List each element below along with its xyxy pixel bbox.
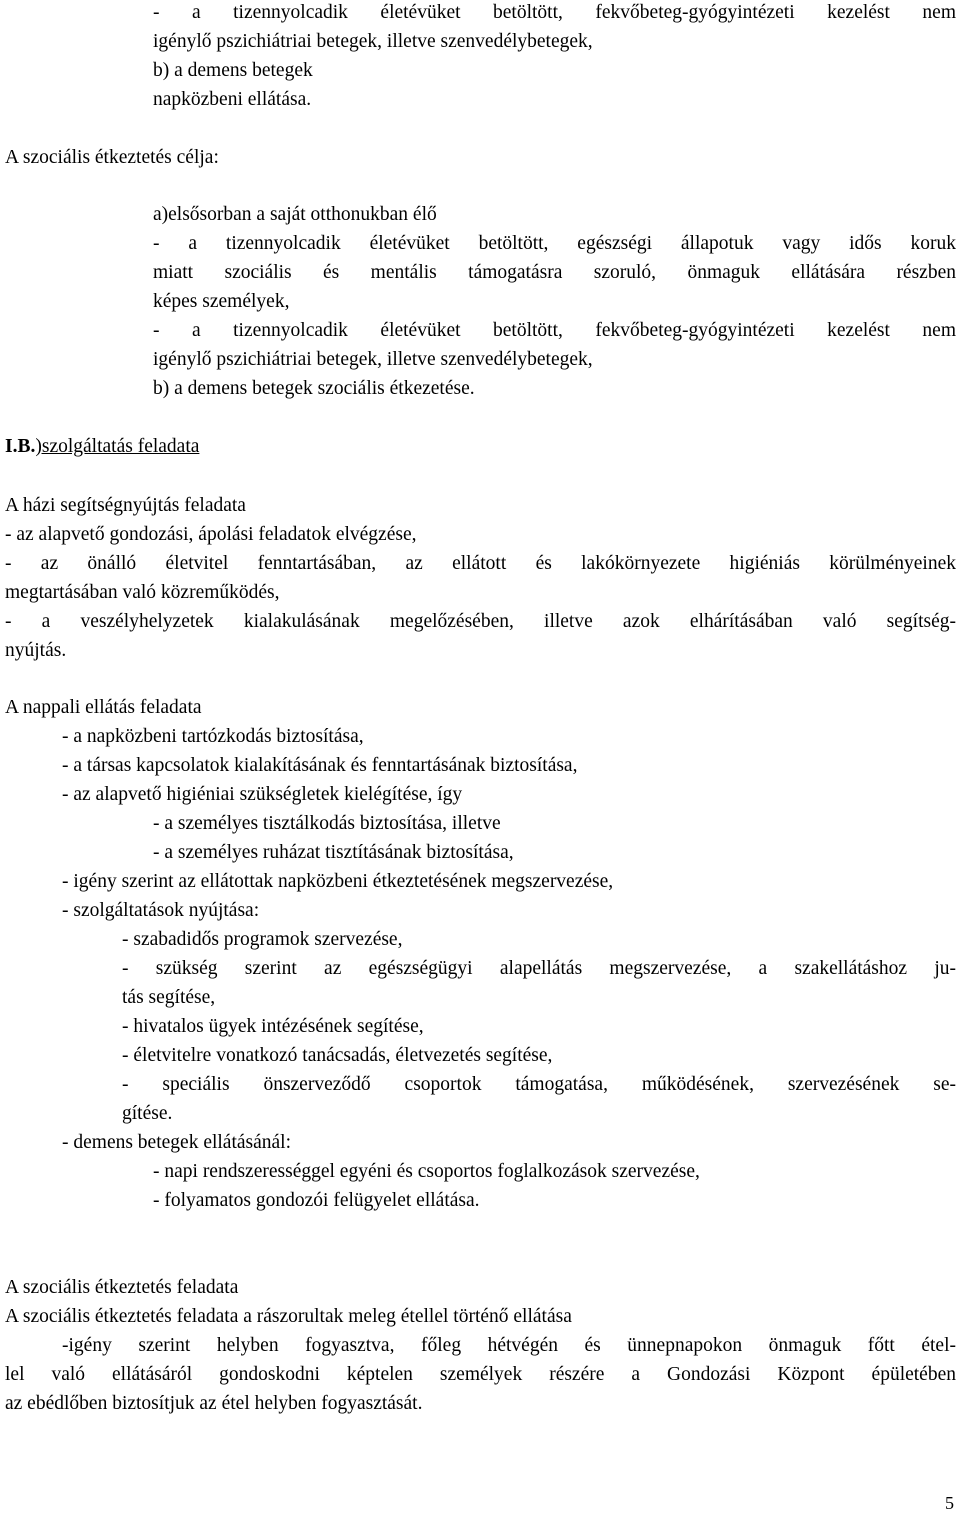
paragraph-line: - a tizennyolcadik életévüket betöltött, egészségi állapotuk vagy idős koruk — [153, 233, 956, 254]
paragraph-line: miatt szociális és mentális támogatásra szoruló, önmaguk ellátására részben — [153, 262, 956, 283]
paragraph-line: - a veszélyhelyzetek kialakulásának megelőzésében, illetve azok elhárításában való segítség- — [5, 611, 956, 632]
list-item: gítése. — [122, 1103, 173, 1124]
paragraph-line: lel való ellátásáról gondoskodni képtelen személyek részére a Gondozási Központ épületében — [5, 1364, 956, 1385]
list-item: - napi rendszerességgel egyéni és csoportos foglalkozások szervezése, — [153, 1161, 700, 1182]
paragraph-line: - az alapvető gondozási, ápolási feladatok elvégzése, — [5, 524, 417, 545]
section-number: I.B. — [5, 436, 36, 457]
paragraph-line: megtartásában való közreműködés, — [5, 582, 280, 603]
list-item: - folyamatos gondozói felügyelet ellátása. — [153, 1190, 480, 1211]
list-item: - igény szerint az ellátottak napközbeni étkeztetésének megszervezése, — [62, 871, 614, 892]
paragraph-line: igénylő pszichiátriai betegek, illetve szenvedélybetegek, — [153, 349, 593, 370]
page-number: 5 — [945, 1493, 954, 1513]
list-item: - az alapvető higiéniai szükségletek kielégítése, így — [62, 784, 463, 805]
list-item: - életvitelre vonatkozó tanácsadás, életvezetés segítése, — [122, 1045, 553, 1066]
paragraph-line: nyújtás. — [5, 640, 67, 661]
paragraph-line: b) a demens betegek — [153, 60, 313, 81]
list-item: - a napközbeni tartózkodás biztosítása, — [62, 726, 364, 747]
paragraph-line: képes személyek, — [153, 291, 290, 312]
paragraph-line: - a tizennyolcadik életévüket betöltött, fekvőbeteg-gyógyintézeti kezelést nem — [153, 320, 956, 341]
list-item: - szolgáltatások nyújtása: — [62, 900, 260, 921]
paragraph-line: b) a demens betegek szociális étkezetése. — [153, 378, 475, 399]
list-item: - demens betegek ellátásánál: — [62, 1132, 292, 1153]
paragraph-line: A szociális étkeztetés feladata a rászorultak meleg étellel történő ellátása — [5, 1306, 572, 1327]
section-title-text: )szolgáltatás feladata — [35, 436, 200, 457]
section-title — [5, 436, 199, 458]
section-heading: A nappali ellátás feladata — [5, 697, 202, 718]
list-item: - szükség szerint az egészségügyi alapellátás megszervezése, a szakellátáshoz ju- — [122, 958, 956, 979]
list-item: - a személyes tisztálkodás biztosítása, illetve — [153, 813, 501, 834]
list-item: - a társas kapcsolatok kialakításának és fenntartásának biztosítása, — [62, 755, 578, 776]
paragraph-line: az ebédlőben biztosítjuk az étel helyben fogyasztását. — [5, 1393, 423, 1414]
list-item: - hivatalos ügyek intézésének segítése, — [122, 1016, 424, 1037]
paragraph-line: - az önálló életvitel fenntartásában, az ellátott és lakókörnyezete higiéniás körülményeinek — [5, 553, 956, 574]
list-item: tás segítése, — [122, 987, 216, 1008]
list-item: - szabadidős programok szervezése, — [122, 929, 403, 950]
section-heading: A szociális étkeztetés célja: — [5, 147, 219, 168]
section-heading: A házi segítségnyújtás feladata — [5, 495, 246, 516]
list-item: - a személyes ruházat tisztításának biztosítása, — [153, 842, 514, 863]
paragraph-line: igénylő pszichiátriai betegek, illetve szenvedélybetegek, — [153, 31, 593, 52]
section-heading: A szociális étkeztetés feladata — [5, 1277, 239, 1298]
paragraph-line: napközbeni ellátása. — [153, 89, 312, 110]
paragraph-line: -igény szerint helyben fogyasztva, főleg hétvégén és ünnepnapokon önmaguk főtt étel- — [62, 1335, 956, 1356]
paragraph-line: - a tizennyolcadik életévüket betöltött, fekvőbeteg-gyógyintézeti kezelést nem — [153, 2, 956, 23]
list-item: - speciális önszerveződő csoportok támogatása, működésének, szervezésének se- — [122, 1074, 956, 1095]
paragraph-line: a)elsősorban a saját otthonukban élő — [153, 204, 437, 225]
